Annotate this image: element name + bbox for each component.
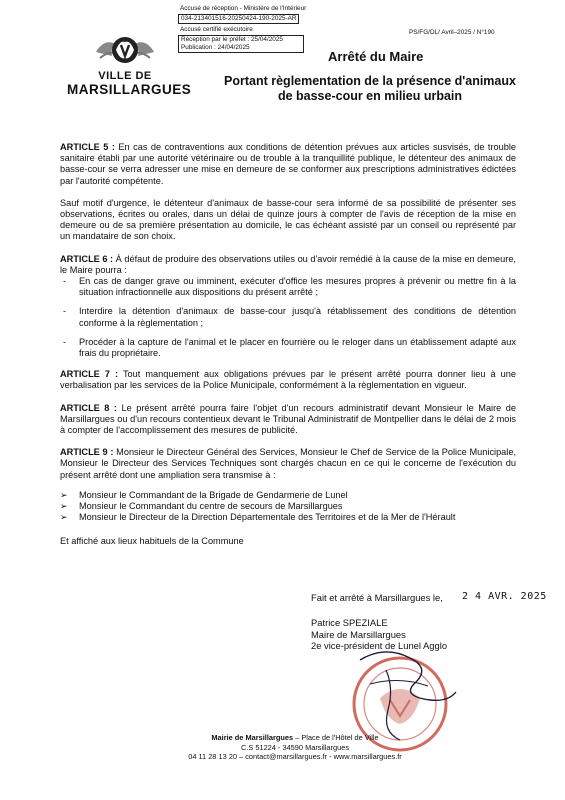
article-6-item-text: Interdire la détention d'animaux de basse-cour jusqu'à rétablissement des conditions de détention conforme à la règlementation ; [79, 306, 516, 328]
logo-city-name: MARSILLARGUES [67, 82, 192, 97]
posting-notice: Et affiché aux lieux habituels de la Commune [60, 536, 244, 547]
article-6 [60, 254, 516, 276]
doc-reference: PS/FG/DL/ Avril–2025 / N°190 [409, 29, 495, 36]
signature-place: Fait et arrêté à Marsillargues le, [311, 592, 443, 603]
city-logo-icon [90, 30, 160, 70]
decree-subtitle [200, 74, 540, 104]
signature-date: 2 4 AVR. 2025 [462, 591, 547, 602]
logo-ville-de: VILLE DE [98, 70, 152, 82]
mayor-name: Patrice SPEZIALE [311, 617, 388, 628]
mayor-role-2: 2e vice-président de Lunel Agglo [311, 640, 448, 651]
article-8-label: ARTICLE 8 : [60, 402, 117, 413]
decree-subtitle-line1: Portant règlementation de la présence d'animaux [224, 74, 516, 88]
decree-subtitle-line2: de basse-cour en milieu urbain [277, 89, 463, 103]
recipient-text: Monsieur le Commandant de la Brigade de Gendarmerie de Lunel [79, 489, 348, 500]
article-6-text: À défaut de produire des observations utiles ou d'avoir remédié à la cause de la mise en demeure, le Maire pourra : [60, 253, 516, 275]
article-6-item-1 [60, 276, 516, 298]
article-5-paragraph-2: Sauf motif d'urgence, le détenteur d'animaux de basse-cour sera informé de sa possibilité de présenter ses observations, écrites ou orales, dans un délai de quinze jours à compter de l'avis de réception de la mise en demeure ou de sa première présentation au domicile, le cas échéant assisté par un conseil ou représenté par un mandataire de son choix. [60, 197, 516, 242]
bullet-dash: - [63, 306, 67, 317]
arrow-bullet-icon: ➢ [60, 489, 68, 500]
arrow-bullet-icon: ➢ [60, 512, 68, 523]
article-6-label: ARTICLE 6 : [60, 253, 114, 264]
bullet-dash: - [63, 276, 67, 287]
bullet-dash: - [63, 336, 67, 347]
article-5 [60, 142, 516, 187]
recipient-3 [60, 512, 516, 523]
footer-postal: C.S 51224 - 34590 Marsillargues [240, 742, 350, 752]
arrow-bullet-icon: ➢ [60, 501, 68, 512]
article-8-text: Le présent arrêté pourra faire l'objet d'un recours administratif devant Monsieur le Maire de Marsillargues ou d'un recours contentieux devant le Tribunal Administratif de Montpellier dans le délai de 2 mois à compter de l'accomplissement des mesures de publicité. [60, 402, 516, 436]
published-date: Publication : 24/04/2025 [181, 44, 250, 51]
footer-town-hall: Mairie de Marsillargues [211, 733, 294, 742]
recipient-1 [60, 490, 516, 501]
ack-stamp-line1: Accusé de réception - Ministère de l'Intérieur [180, 5, 307, 12]
article-9-label: ARTICLE 9 : [60, 447, 114, 458]
article-5-text: En cas de contraventions aux conditions de détention prévues aux articles susvisés, de trouble sanitaire établi par une autorité vétérinaire ou de trouble à la tranquillité publique, le détenteur des animaux de basse-cour se verra adresser une mise en demeure de se conformer aux prescriptions administratives édictées par l'autorité compétente. [60, 142, 516, 186]
footer-contact [160, 733, 430, 762]
decree-body [60, 142, 516, 548]
received-date: Réception par le préfet : 25/04/2025 [181, 36, 283, 43]
article-7-text: Tout manquement aux obligations prévues par le présent arrêté pourra donner lieu à une verbalisation par les services de la Police Municipale, conformément à la règlementation en vigueur. [60, 369, 516, 391]
recipient-text: Monsieur le Directeur de la Direction Départementale des Territoires et de la Mer de l'Hérault [79, 512, 456, 523]
city-logo [90, 30, 160, 70]
decree-title: Arrêté du Maire [328, 49, 424, 64]
article-9 [60, 447, 516, 481]
recipient-text: Monsieur le Commandant du centre de secours de Marsillargues [79, 501, 343, 512]
footer-phone-email-web: 04 11 28 13 20 – contact@marsillargues.fr - www.marsillargues.fr [188, 752, 402, 761]
article-9-text: Monsieur le Directeur Général des Services, Monsieur le Chef de Service de la Police Municipale, Monsieur le Directeur des Services Techniques sont chargés chacun en ce qui le concerne de l'exécution du présent arrêté dont une ampliation sera transmise à : [60, 447, 516, 480]
recipient-2 [60, 501, 516, 512]
footer-address: – Place de l'Hôtel de Ville [293, 733, 379, 742]
article-6-item-2 [60, 306, 516, 328]
article-7-label: ARTICLE 7 : [60, 369, 119, 380]
article-8 [60, 403, 516, 437]
mayor-role: Maire de Marsillargues [311, 628, 406, 640]
ack-stamp-dates [178, 35, 304, 53]
ack-stamp-ref: 034-213401516-20250424-190-2025-AR [178, 14, 299, 24]
footer-address-line [160, 733, 430, 743]
article-5-label: ARTICLE 5 : [60, 142, 115, 152]
article-6-item-text: Procéder à la capture de l'animal et le placer en fourrière ou le reloger dans un établissement adapté aux frais du propriétaire. [79, 336, 516, 359]
article-6-item-text: En cas de danger grave ou imminent, exécuter d'office les mesures propres à prévenir ou mettre fin à la situation infractionnelle aux dispositions du présent arrêté ; [79, 276, 516, 298]
article-6-item-3 [60, 337, 516, 359]
ack-stamp-line3: Accusé certifié exécutoire [180, 26, 253, 33]
article-7 [60, 369, 516, 391]
